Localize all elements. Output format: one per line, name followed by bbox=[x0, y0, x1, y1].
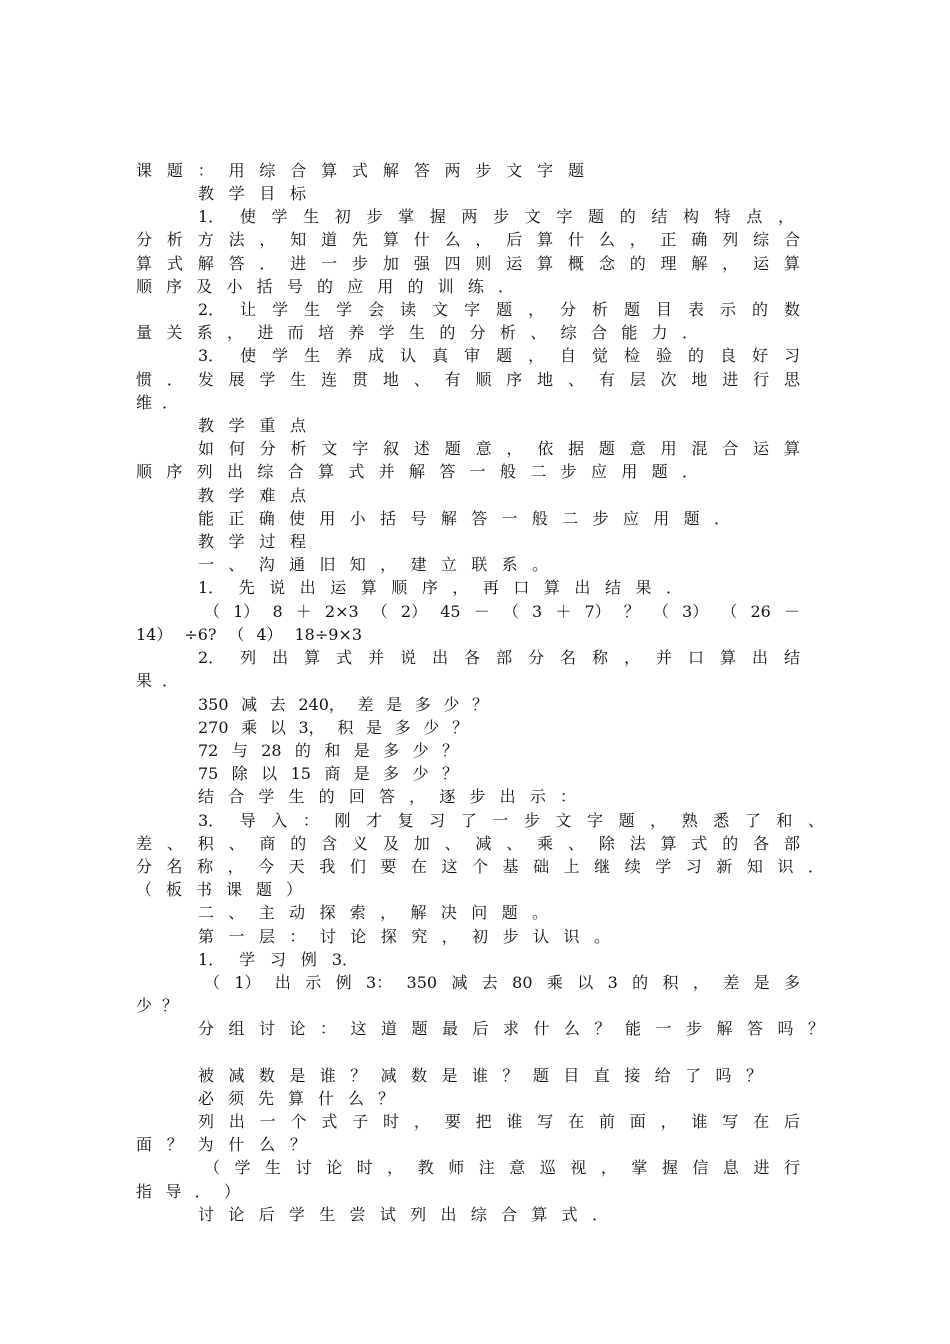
document-page: 课 题 ： 用 综 合 算 式 解 答 两 步 文 字 题 教 学 目 标 1． 使 学 生 初 步 掌 握 两 步 文 字 题 的 结 构 特 点 ， 分 析 方 法 ， 知 道 先 算 什 么 ， 后 算 什 么 ， 正 确 列 综 合 算 式 解 答 ． 进 一 步 加 强 四 则 运 算 概 念 的 理 解 ， 运 算 顺 序 及 小 括 号 的 应 用 的 训 练 ． 2． 让 学 生 学 会 读 文 字 题 ， 分 析 题 目 表 示 的 数 量 关 系 ， 进 而 培 养 学 生 的 分 析 、 综 合 能 力 ． 3． 使 学 生 养 成 认 真 审 题 ， 自 觉 检 验 的 良 好 习 惯 ． 发 展 学 生 连 贯 地 、 有 顺 序 地 、 有 层 次 地 进 行 思 维 ． 教 学 重 点 如 何 分 析 文 字 叙 述 题 意 ， 依 据 题 意 用 混 合 运 算 顺 序 列 出 综 合 算 式 并 解 答 一 般 二 步 应 用 题 ． 教 学 难 点 能 正 确 使 用 小 括 号 解 答 一 般 二 步 应 用 题 ． 教 学 过 程 一 、 沟 通 旧 知 ， 建 立 联 系 。 1． 先 说 出 运 算 顺 序 ， 再 口 算 出 结 果 ． （ 1） 8 ＋ 2×3 （ 2） 45 － （ 3 ＋ 7） ？ （ 3） （ 26 － 14） ÷6? （ 4） 18÷9×3 2． 列 出 算 式 并 说 出 各 部 分 名 称 ， 并 口 算 出 结 果 ． 350 减 去 240， 差 是 多 少 ？ 270 乘 以 3， 积 是 多 少 ？ 72 与 28 的 和 是 多 少 ？ 75 除 以 15 商 是 多 少 ？ 结 合 学 生 的 回 答 ， 逐 步 出 示 ： 3． 导 入 ： 刚 才 复 习 了 一 步 文 字 题 ， 熟 悉 了 和 、 差 、 积 、 商 的 含 义 及 加 、 减 、 乘 、 除 法 算 式 的 各 部 分 名 称 ， 今 天 我 们 要 在 这 个 基 础 上 继 续 学 习 新 知 识 ． （ 板 书 课 题 ） 二 、 主 动 探 索 ， 解 决 问 题 。 第 一 层 ： 讨 论 探 究 ， 初 步 认 识 。 1． 学 习 例 3． （ 1） 出 示 例 3： 350 减 去 80 乘 以 3 的 积 ， 差 是 多 少 ？ 分 组 讨 论 ： 这 道 题 最 后 求 什 么 ？ 能 一 步 解 答 吗 ？ 被 减 数 是 谁 ？ 减 数 是 谁 ？ 题 目 直 接 给 了 吗 ？ 必 须 先 算 什 么 ？ 列 出 一 个 式 子 时 ， 要 把 谁 写 在 前 面 ， 谁 写 在 后 面 ？ 为 什 么 ？ （ 学 生 讨 论 时 ， 教 师 注 意 巡 视 ， 掌 握 信 息 进 行 指 导 ． ） 讨 论 后 学 生 尝 试 列 出 综 合 算 式 ． bbox=[136, 161, 824, 1224]
